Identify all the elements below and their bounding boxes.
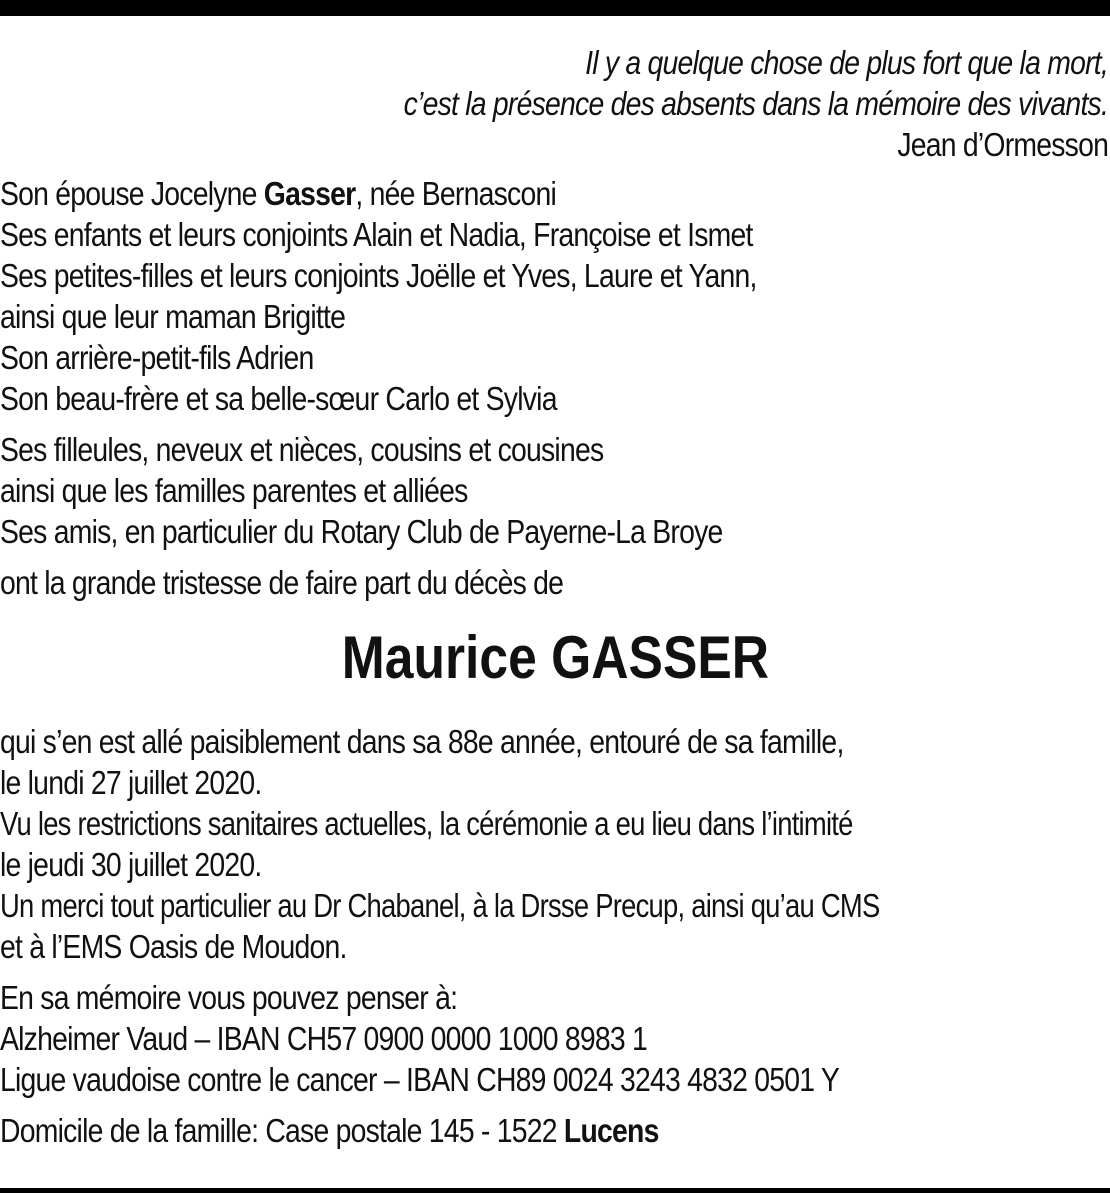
friends-line: Ses amis, en particulier du Rotary Club de Payerne-La Broye [0,513,723,550]
quote-line-2: c’est la présence des absents dans la mémoire des vivants. [403,85,1108,122]
address-city: Lucens [563,1112,659,1149]
death-details [0,721,1110,967]
quote-author: Jean d’Ormesson [897,126,1108,163]
details-line-4: le jeudi 30 juillet 2020. [0,846,262,883]
children-line: Ses enfants et leurs conjoints Alain et Nadia, Françoise et Ismet [0,216,753,253]
granddaughters-line: Ses petites-filles et leurs conjoints Joëlle et Yves, Laure et Yann, [0,257,757,294]
details-line-3: Vu les restrictions sanitaires actuelles, la cérémonie a eu lieu dans l’intimité [0,805,853,842]
allied-families-line: ainsi que les familles parentes et alliées [0,472,468,509]
great-grandson-line: Son arrière-petit-fils Adrien [0,339,314,376]
donations-block [0,977,1110,1100]
deceased-name [0,623,1110,693]
extended-family-list [0,429,1110,552]
deceased-name-text: Maurice GASSER [341,624,769,691]
godchildren-line: Ses filleules, neveux et nièces, cousins et cousines [0,431,604,468]
in-laws-line: Son beau-frère et sa belle-sœur Carlo et Sylvia [0,380,557,417]
announcement-line: ont la grande tristesse de faire part du décès de [0,564,564,601]
quote-line-1: Il y a quelque chose de plus fort que la mort, [585,44,1108,81]
details-line-2: le lundi 27 juillet 2020. [0,764,262,801]
obituary-notice [0,42,1110,1151]
address-prefix: Domicile de la famille: Case postale 145 - 1522 [0,1112,564,1149]
granddaughters-mother-line: ainsi que leur maman Brigitte [0,298,346,335]
donation-cancer-league: Ligue vaudoise contre le cancer – IBAN CH89 0024 3243 4832 0501 Y [0,1061,840,1098]
wife-surname: Gasser [263,175,356,212]
details-line-5: Un merci tout particulier au Dr Chabanel, à la Drsse Precup, ainsi qu’au CMS [0,887,880,924]
family-list [0,173,1110,419]
epigraph [0,42,1110,165]
wife-line [0,173,556,214]
wife-suffix: , née Bernasconi [355,175,557,212]
wife-prefix: Son épouse Jocelyne [0,175,264,212]
donation-alzheimer: Alzheimer Vaud – IBAN CH57 0900 0000 1000 8983 1 [0,1020,648,1057]
top-rule [0,0,1110,16]
details-line-6: et à l’EMS Oasis de Moudon. [0,928,347,965]
donations-intro: En sa mémoire vous pouvez penser à: [0,979,458,1016]
family-address-line [0,1110,659,1151]
bottom-rule [0,1188,1110,1193]
details-line-1: qui s’en est allé paisiblement dans sa 88e année, entouré de sa famille, [0,723,844,760]
